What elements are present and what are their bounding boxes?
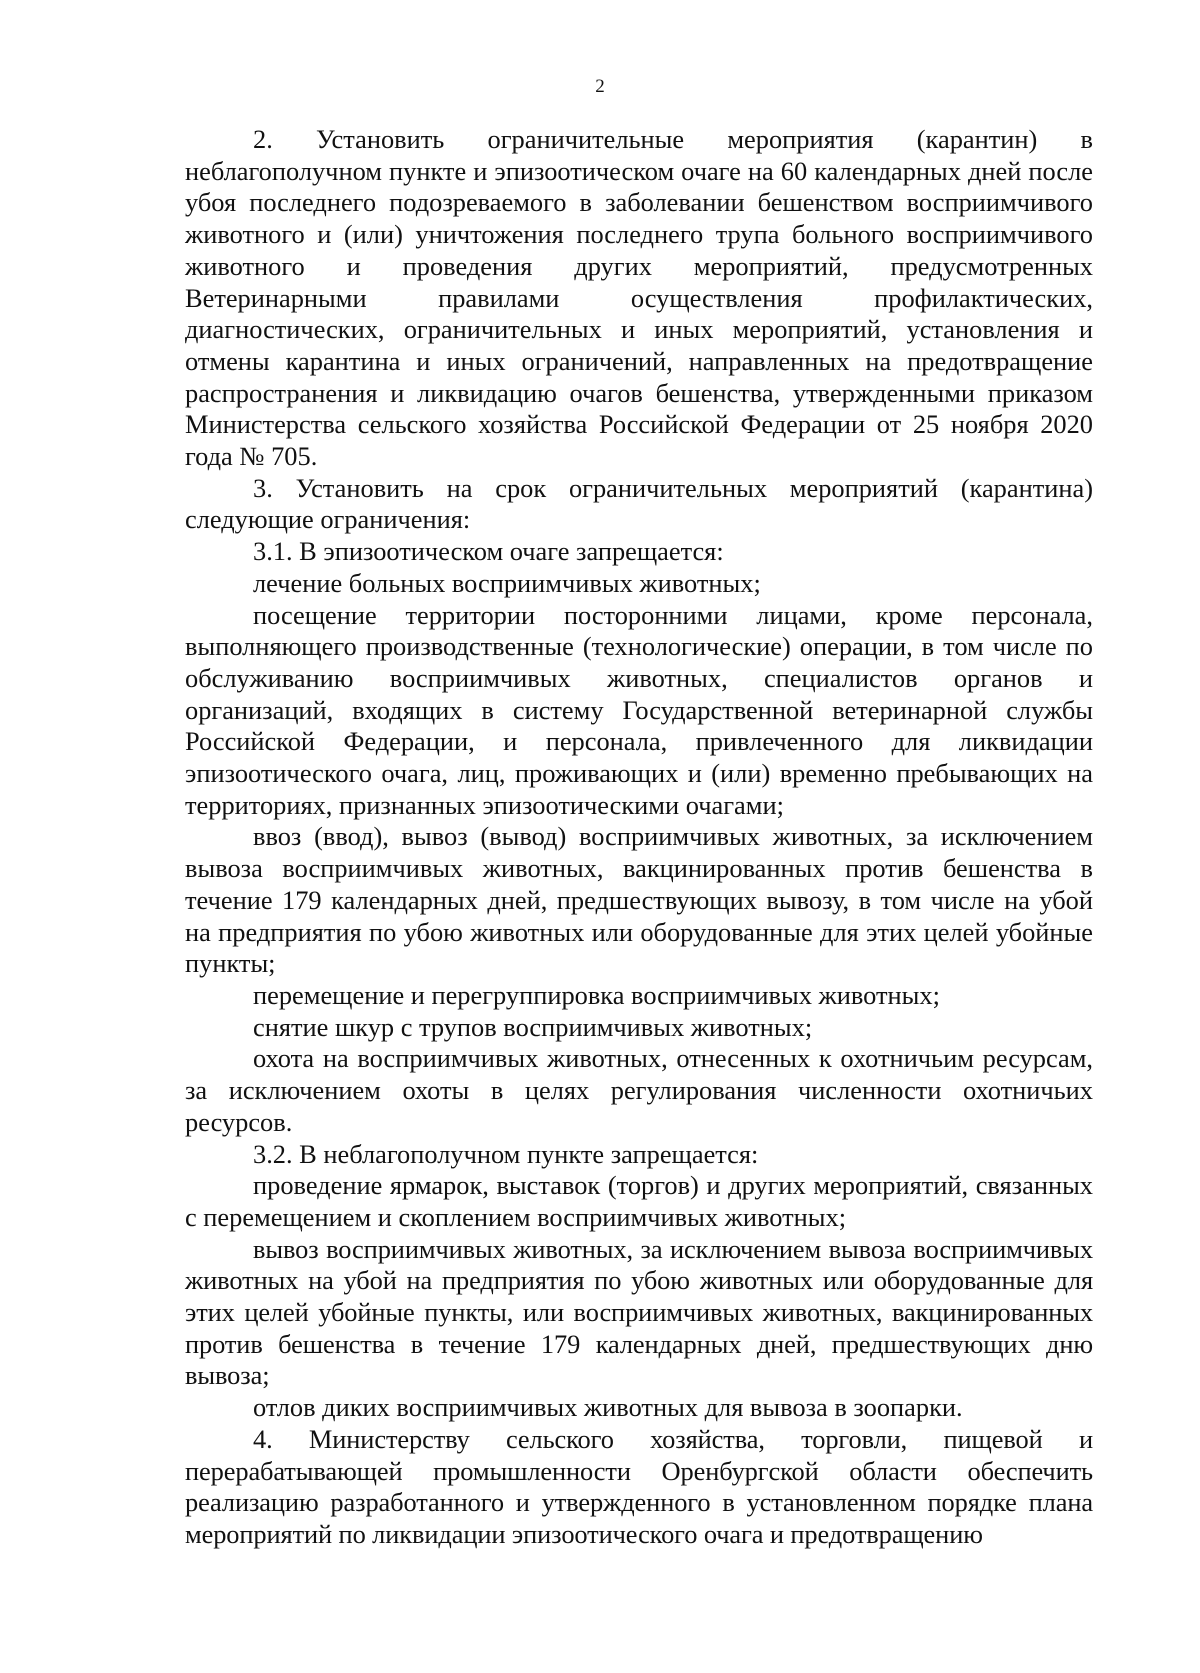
paragraph-capture-ban: отлов диких восприимчивых животных для вывоза в зоопарки. — [253, 1392, 963, 1423]
paragraph-3-2-heading: 3.2. В неблагополучном пункте запрещается: — [253, 1138, 759, 1169]
paragraph-skinning-ban: снятие шкур с трупов восприимчивых животных; — [253, 1011, 813, 1042]
paragraph-regrouping-ban: перемещение и перегруппировка восприимчивых животных; — [253, 979, 940, 1010]
paragraph-3-1-heading: 3.1. В эпизоотическом очаге запрещается: — [253, 536, 724, 567]
paragraph-hunting-ban: охота на восприимчивых животных, отнесенных к охотничьим ресурсам, за исключением охоты в целях регулирования численности охотничьих ресурсов. — [185, 1043, 1093, 1137]
paragraph-import-export-ban: ввоз (ввод), вывоз (вывод) восприимчивых животных, за исключением вывоза восприимчивых животных, вакцинированных против бешенства в течение 179 календарных дней, предшествующих вывозу, в том числе на убой на предприятия по убою животных или оборудованные для этих целей убойные пункты; — [185, 821, 1093, 979]
paragraph-restrictions-intro: 3. Установить на срок ограничительных мероприятий (карантина) следующие ограничения: — [185, 472, 1093, 535]
page-number: 2 — [595, 76, 605, 97]
paragraph-fairs-ban: проведение ярмарок, выставок (торгов) и других мероприятий, связанных с перемещением и скоплением восприимчивых животных; — [185, 1170, 1093, 1232]
paragraph-quarantine-establishment: 2. Установить ограничительные мероприятия (карантин) в неблагополучном пункте и эпизоотическом очаге на 60 календарных дней после убоя последнего подозреваемого в заболевании бешенством восприимчивого животного и (или) уничтожения последнего трупа больного восприимчивого животного и проведения других мероприятий, предусмотренных Ветеринарными правилами осуществления профилактических, диагностических, ограничительных и иных мероприятий, установления и отмены карантина и иных ограничений, направленных на предотвращение распространения и ликвидацию очагов бешенства, утвержденными приказом Министерства сельского хозяйства Российской Федерации от 25 ноября 2020 года № 705. — [185, 124, 1093, 472]
document-body — [185, 124, 1093, 1551]
paragraph-removal-ban: вывоз восприимчивых животных, за исключением вывоза восприимчивых животных на убой на предприятия по убою животных или оборудованные для этих целей убойные пункты, или восприимчивых животных, вакцинированных против бешенства в течение 179 календарных дней, предшествующих дню вывоза; — [185, 1233, 1093, 1391]
paragraph-ministry-instruction: 4. Министерству сельского хозяйства, торговли, пищевой и перерабатывающей промышленности Оренбургской области обеспечить реализацию разработанного и утвержденного в установленном порядке плана мероприятий по ликвидации эпизоотического очага и предотвращению — [185, 1423, 1093, 1549]
paragraph-visit-ban: посещение территории посторонними лицами, кроме персонала, выполняющего производственные (технологические) операции, в том числе по обслуживанию восприимчивых животных, специалистов органов и организаций, входящих в систему Государственной ветеринарной службы Российской Федерации, и персонала, привлеченного для ликвидации эпизоотического очага, лиц, проживающих и (или) временно пребывающих на территориях, признанных эпизоотическими очагами; — [185, 599, 1093, 820]
paragraph-treatment-ban: лечение больных восприимчивых животных; — [253, 567, 761, 598]
